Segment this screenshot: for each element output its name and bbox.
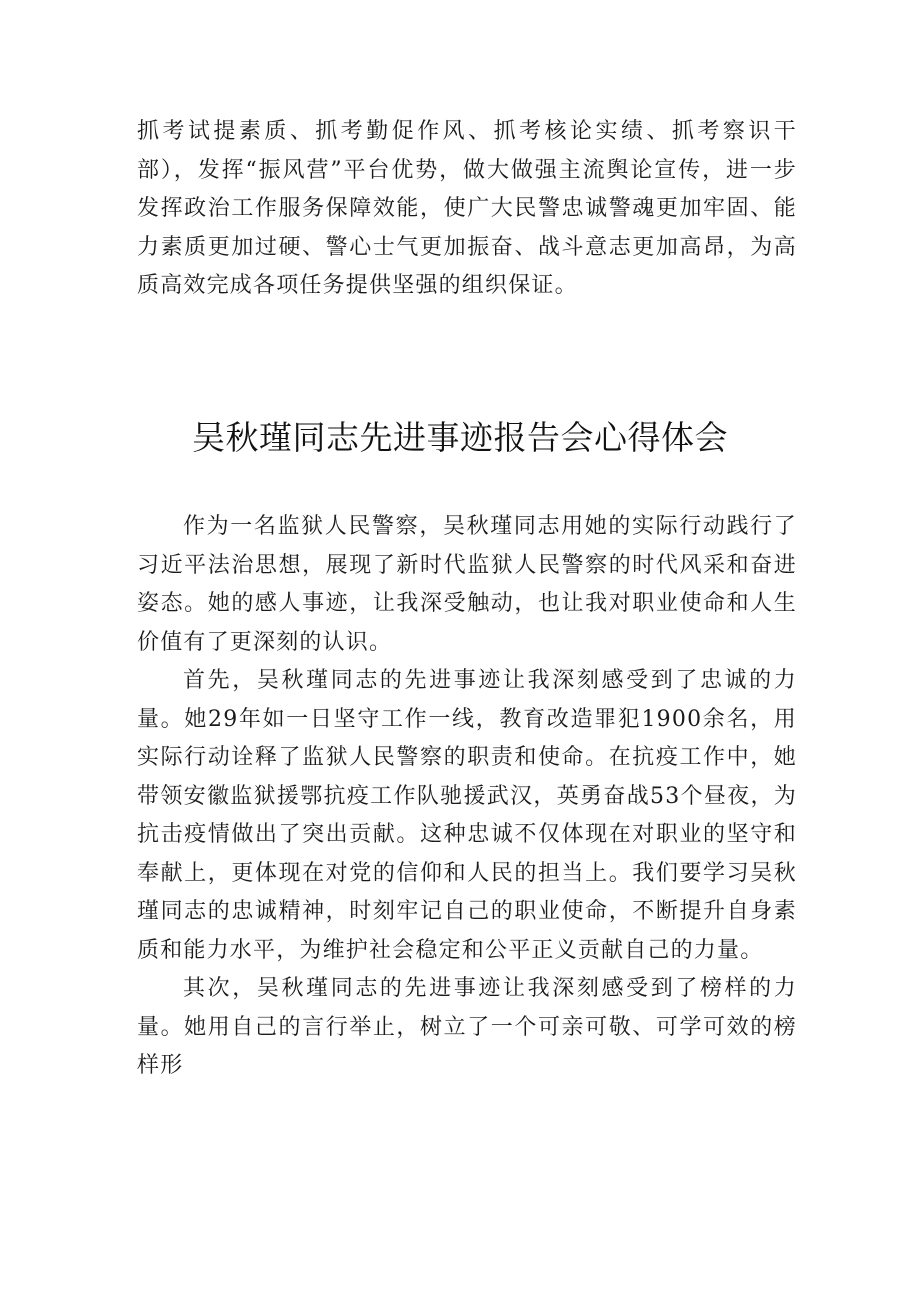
paragraph-intro: 作为一名监狱人民警察，吴秋瑾同志用她的实际行动践行了习近平法治思想，展现了新时代监狱人民警察的时代风采和奋进姿态。她的感人事迹，让我深受触动，也让我对职业使命和人生价值有了更深刻的认识。 [137,514,797,655]
paragraph-role-model: 其次，吴秋瑾同志的先进事迹让我深刻感受到了榜样的力量。她用自己的言行举止，树立了一个可亲可敬、可学可效的榜样形 [137,976,797,1078]
page-title: 吴秋瑾同志先进事迹报告会心得体会 [192,418,728,457]
continued-text-block [137,113,797,306]
paragraph-loyalty: 首先，吴秋瑾同志的先进事迹让我深刻感受到了忠诚的力量。她29年如一日坚守工作一线，教育改造罪犯1900余名，用实际行动诠释了监狱人民警察的职责和使命。在抗疫工作中，她带领安徽监狱援鄂抗疫工作队驰援武汉，英勇奋战53个昼夜，为抗击疫情做出了突出贡献。这种忠诚不仅体现在对职业的坚守和奉献上，更体现在对党的信仰和人民的担当上。我们要学习吴秋瑾同志的忠诚精神，时刻牢记自己的职业使命，不断提升自身素质和能力水平，为维护社会稳定和公平正义贡献自己的力量。 [137,668,797,963]
body-text-block [137,508,797,1086]
continued-paragraph: 抓考试提素质、抓考勤促作风、抓考核论实绩、抓考察识干部），发挥“振风营”平台优势，做大做强主流舆论宣传，进一步发挥政治工作服务保障效能，使广大民警忠诚警魂更加牢固、能力素质更加过硬、警心士气更加振奋、战斗意志更加高昂，为高质高效完成各项任务提供坚强的组织保证。 [137,119,797,298]
